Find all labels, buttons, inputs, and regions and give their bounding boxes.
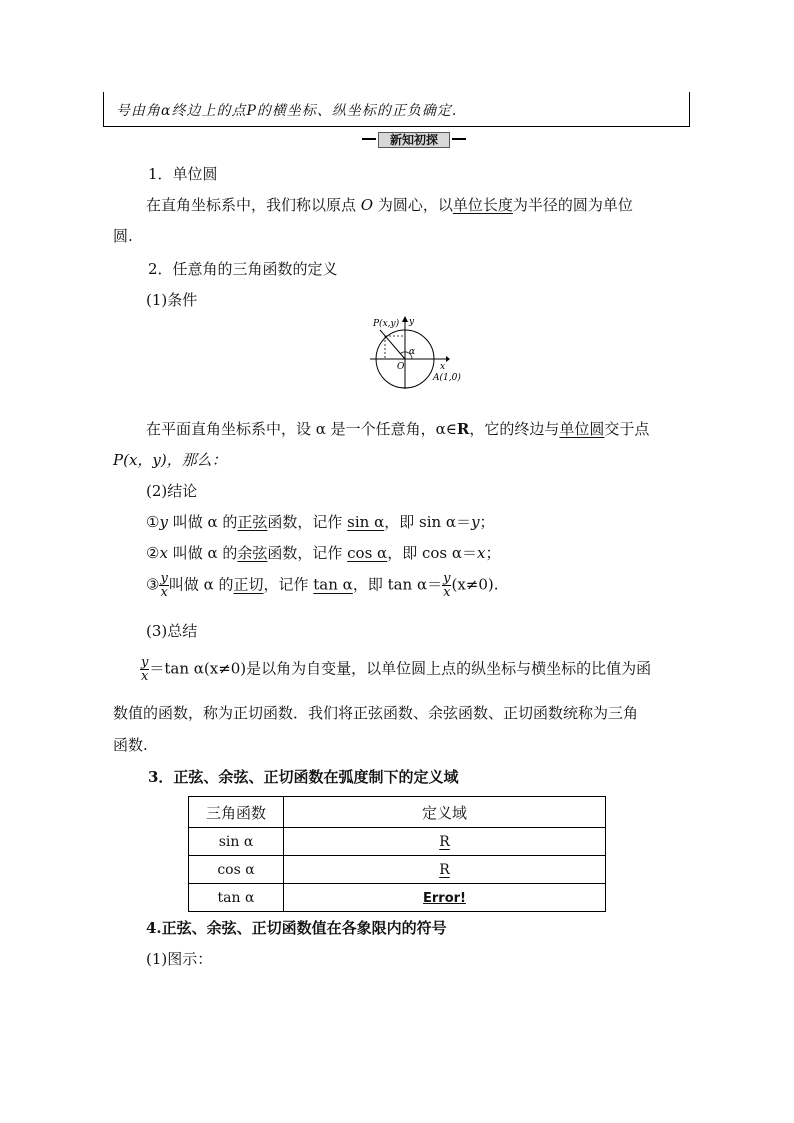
sec4-subheading: (1)图示： (146, 950, 213, 968)
domain-table (188, 796, 606, 912)
label-alpha: α (409, 347, 416, 357)
conclusion-tangent (146, 572, 499, 599)
table-cell-domain: R (284, 856, 606, 884)
underlined-answer: 单位长度 (452, 196, 513, 214)
summary-line3: 函数. (113, 736, 148, 754)
sec2-paragraph-line2: P(x，y)，那么： (113, 451, 227, 469)
summary-line1 (140, 656, 651, 683)
label-O: O (397, 362, 405, 372)
denominator: x (160, 585, 168, 600)
table-cell-fn: sin α (189, 828, 284, 856)
table-cell-fn: tan α (189, 884, 284, 912)
text-seg: ① (146, 513, 160, 531)
text-seg: ，即 cos α＝ (387, 544, 477, 562)
text-seg: O (360, 196, 374, 214)
text-seg: R (456, 420, 470, 438)
text-seg: y (471, 513, 480, 531)
numerator: y (443, 571, 451, 586)
table-header: 三角函数 (189, 797, 284, 828)
numerator: y (141, 655, 149, 670)
summary-line2: 数值的函数，称为正切函数．我们将正弦函数、余弦函数、正切函数统称为三角 (113, 704, 639, 722)
text-seg: x (159, 544, 168, 562)
error-field: Error! (423, 890, 466, 906)
numerator: y (160, 571, 168, 586)
table-row (189, 856, 606, 884)
text-seg: 叫做 α 的 (168, 575, 234, 594)
top-box-fragment (103, 92, 690, 127)
text-seg: ，记作 (263, 575, 314, 594)
table-cell-fn: cos α (189, 856, 284, 884)
denominator: x (141, 669, 149, 684)
text-seg: ； (485, 544, 501, 562)
table-header: 定义域 (284, 797, 606, 828)
underlined-answer: sin α (347, 513, 385, 531)
table-header-row (189, 797, 606, 828)
text-seg: x (476, 544, 486, 562)
table-cell-domain (284, 884, 606, 912)
text-seg: 在平面直角坐标系中，设 α 是一个任意角，α∈ (146, 420, 457, 438)
text-seg: 为圆心，以 (373, 196, 453, 214)
label-P: P(x,y) (373, 319, 400, 329)
banner-rule-right (452, 138, 466, 140)
text-seg: 叫做 α 的 (167, 513, 238, 531)
text-seg: ③ (146, 575, 160, 594)
text-seg: y (159, 513, 168, 531)
sec2-summary-label: (3)总结 (146, 622, 198, 640)
denominator: x (443, 585, 451, 600)
text-seg: 函数，记作 (267, 513, 348, 531)
unit-circle-diagram (370, 314, 470, 389)
underlined-answer: 正弦 (237, 513, 268, 531)
underlined-answer: tan α (313, 575, 353, 594)
sec1-paragraph-line1 (146, 194, 633, 215)
text-seg: ，即 tan α＝ (352, 575, 443, 594)
text-seg: ，它的终边与 (469, 420, 560, 438)
underlined-answer: cos α (347, 544, 388, 562)
label-A: A(1,0) (433, 373, 461, 383)
text-seg: 在直角坐标系中，我们称以原点 (146, 196, 361, 214)
underlined-answer: 正切 (233, 575, 264, 594)
text-seg: 叫做 α 的 (167, 544, 238, 562)
sec2-conclusion-label: (2)结论 (146, 482, 198, 500)
top-box-text: 号由角α终边上的点P的横坐标、纵坐标的正负确定. (116, 103, 458, 119)
banner-rule-left (362, 138, 376, 140)
table-row (189, 828, 606, 856)
banner-label: 新知初探 (378, 132, 450, 148)
text-seg: (x≠0). (451, 575, 499, 594)
section-banner (362, 132, 466, 146)
sec1-heading: 1．单位圆 (148, 165, 218, 183)
x-axis-arrow (446, 356, 450, 362)
fraction-y-over-x (159, 572, 168, 599)
sec2-paragraph-line1 (146, 418, 649, 439)
text-seg: ＝tan α(x≠0)是以角为自变量，以单位圆上点的纵坐标与横坐标的比值为函 (149, 659, 652, 678)
sec4-heading: 4.正弦、余弦、正切函数值在各象限内的符号 (146, 919, 447, 937)
y-axis-arrow (402, 316, 408, 322)
table-row (189, 884, 606, 912)
sec3-heading: 3．正弦、余弦、正切函数在弧度制下的定义域 (148, 768, 459, 786)
terminal-side (380, 330, 405, 359)
text-seg: ② (146, 544, 160, 562)
conclusion-cosine (146, 542, 500, 563)
sec1-paragraph-line2: 圆. (113, 227, 133, 245)
label-x: x (440, 362, 446, 372)
text-seg: 函数，记作 (267, 544, 348, 562)
table-cell-domain: R (284, 828, 606, 856)
sec2-heading: 2．任意角的三角函数的定义 (148, 260, 338, 278)
fraction-y-over-x (140, 656, 149, 683)
underlined-answer: 单位圆 (559, 420, 605, 438)
text-seg: 为半径的圆为单位 (512, 196, 633, 214)
underlined-answer: 余弦 (237, 544, 268, 562)
sec2-condition-label: (1)条件 (146, 291, 198, 309)
text-seg: ； (479, 513, 495, 531)
label-y: y (409, 317, 415, 327)
text-seg: ，即 sin α＝ (384, 513, 472, 531)
text-seg: 交于点 (604, 420, 650, 438)
conclusion-sine (146, 511, 495, 532)
